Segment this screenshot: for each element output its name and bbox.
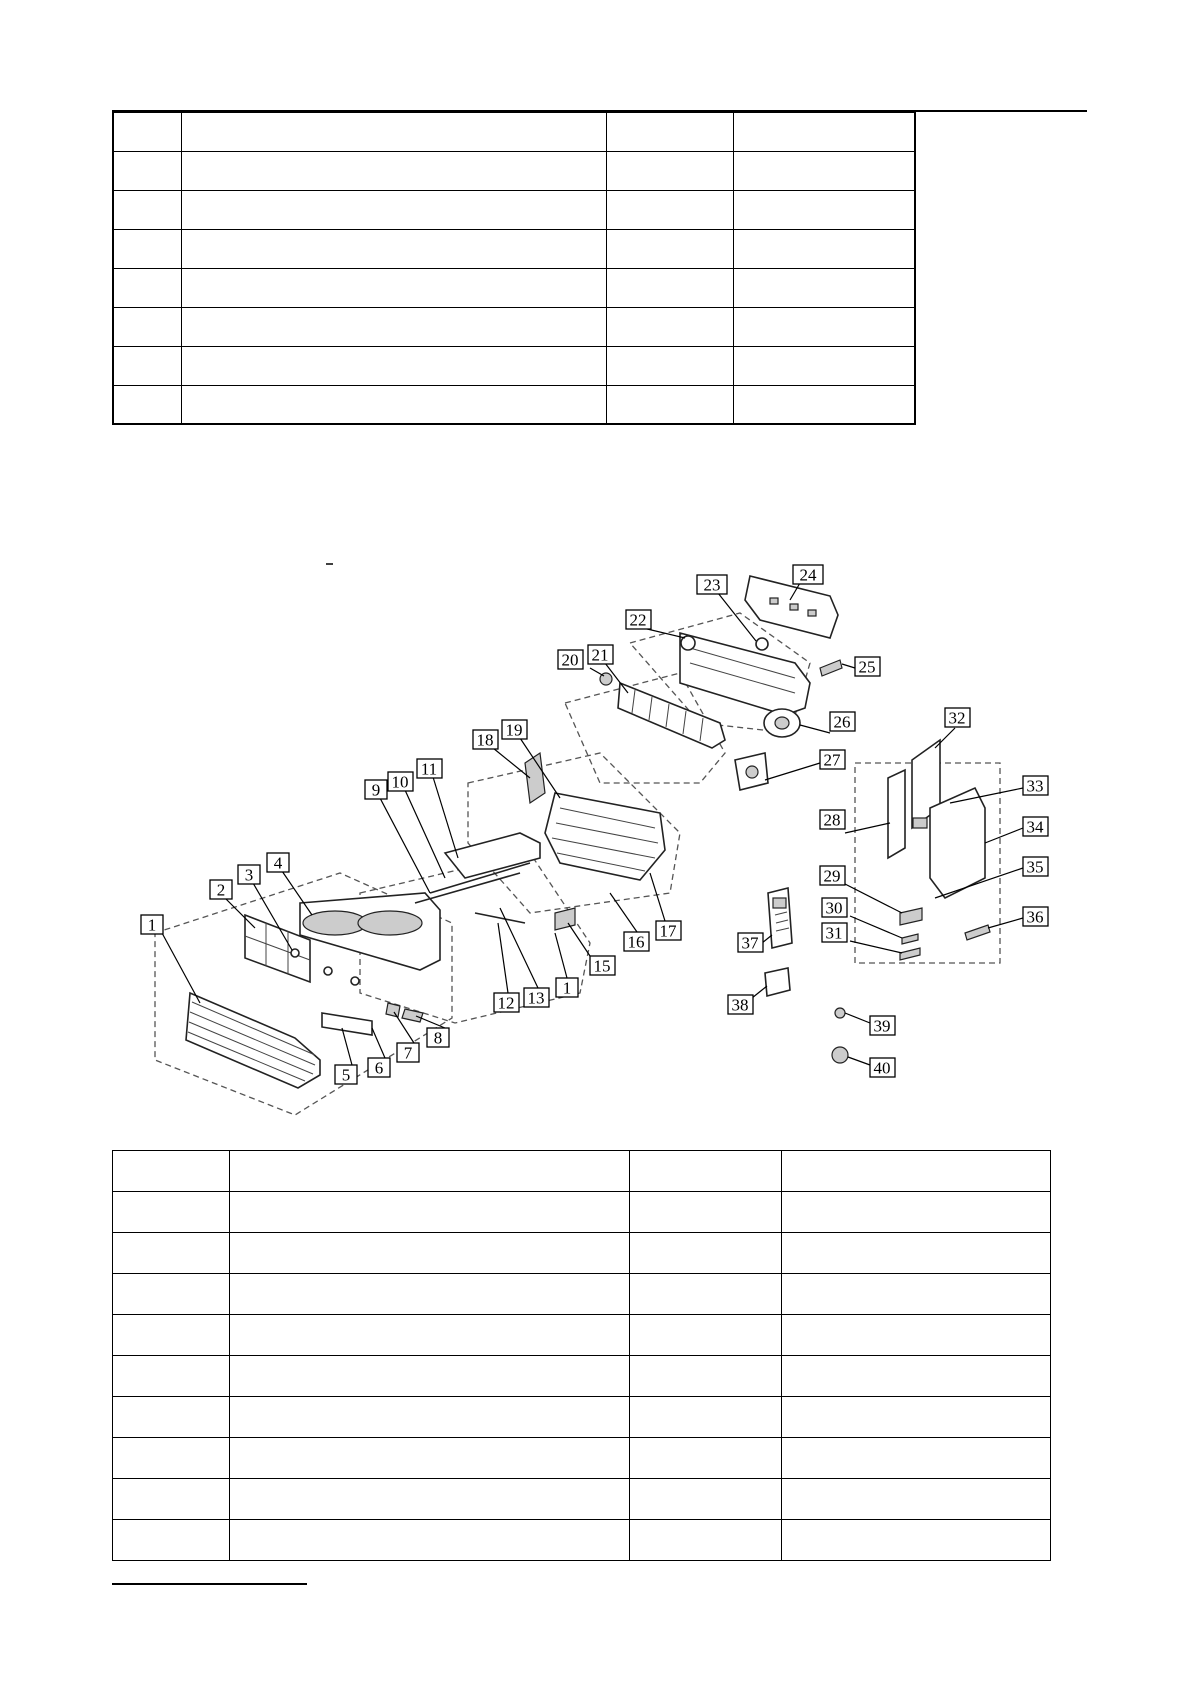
callout-label: 1 <box>562 978 572 998</box>
table-row <box>113 1315 1051 1356</box>
callout-label: 8 <box>433 1028 443 1048</box>
table-row <box>113 1192 1051 1233</box>
callout-25 <box>855 657 880 677</box>
callout-label: 21 <box>591 645 609 665</box>
exploded-view-diagram <box>0 540 1190 1140</box>
callout-label: 24 <box>799 565 817 585</box>
callout-label: 19 <box>505 720 523 740</box>
callout-13 <box>524 988 549 1008</box>
callout-39 <box>870 1016 895 1036</box>
callout-26 <box>830 712 855 732</box>
remote-holder-part <box>765 968 790 996</box>
callout-label: 33 <box>1026 776 1044 796</box>
callout-label: 15 <box>593 956 611 976</box>
callout-label: 16 <box>627 932 645 952</box>
callout-35 <box>1023 857 1048 877</box>
callout-22 <box>626 610 651 630</box>
callout-label: 40 <box>873 1058 891 1078</box>
callout-label: 39 <box>873 1016 891 1036</box>
callout-label: 9 <box>371 780 381 800</box>
table-row <box>113 151 915 190</box>
callout-label: 27 <box>823 750 841 770</box>
callout-label: 34 <box>1026 817 1044 837</box>
callout-label: 35 <box>1026 857 1044 877</box>
callout-label: 26 <box>833 712 851 732</box>
callout-20 <box>558 650 583 670</box>
callout-label: 30 <box>825 898 843 918</box>
table-row <box>113 1151 1051 1192</box>
callout-15 <box>590 956 615 976</box>
electric-box-part <box>930 788 985 898</box>
table-row <box>113 1438 1051 1479</box>
callout-37 <box>738 933 763 953</box>
remote-controller-part <box>768 888 792 948</box>
callout-label: 37 <box>741 933 759 953</box>
chassis-part <box>680 633 810 715</box>
callout-label: 5 <box>341 1065 351 1085</box>
callout-label: 4 <box>273 853 283 873</box>
callout-31 <box>822 923 847 943</box>
callout-19 <box>502 720 527 740</box>
evaporator-part <box>545 793 665 880</box>
table-row <box>113 229 915 268</box>
callout-label: 28 <box>823 810 841 830</box>
callout-label: 32 <box>948 708 966 728</box>
callout-27 <box>820 750 845 770</box>
callout-28 <box>820 810 845 830</box>
footnote-rule <box>112 1583 307 1585</box>
callout-40 <box>870 1058 895 1078</box>
table-row <box>113 1356 1051 1397</box>
callout-label: 31 <box>825 923 843 943</box>
callout-24 <box>793 565 823 585</box>
table-row <box>113 112 915 151</box>
control-board-part <box>745 576 838 638</box>
callout-21 <box>588 645 613 665</box>
table-row <box>113 1233 1051 1274</box>
cover-plate-part <box>888 770 905 858</box>
table-row <box>113 190 915 229</box>
callout-label: 22 <box>629 610 647 630</box>
callout-label: 36 <box>1026 907 1044 927</box>
table-row <box>113 1520 1051 1561</box>
table-row <box>113 1479 1051 1520</box>
callout-5 <box>335 1065 357 1085</box>
callout-8 <box>427 1028 449 1048</box>
front-frame-part <box>300 893 440 970</box>
callout-34 <box>1023 817 1048 837</box>
callout-14 <box>556 978 578 998</box>
callout-label: 13 <box>527 988 545 1008</box>
callout-9 <box>365 780 387 800</box>
callout-label: 18 <box>476 730 494 750</box>
callout-38 <box>728 995 753 1015</box>
callout-18 <box>473 730 498 750</box>
callout-label: 29 <box>823 866 841 886</box>
callout-36 <box>1023 907 1048 927</box>
callout-label: 12 <box>497 993 515 1013</box>
callout-3 <box>238 865 260 885</box>
callout-4 <box>267 853 289 873</box>
callout-label: 11 <box>420 759 438 779</box>
fan-motor-part <box>735 709 800 790</box>
bottom-parts-table <box>112 1150 1051 1561</box>
callout-label: 23 <box>703 575 721 595</box>
callout-6 <box>368 1058 390 1078</box>
table-row <box>113 307 915 346</box>
table-row <box>113 1274 1051 1315</box>
callout-11 <box>417 759 442 779</box>
display-panel-part <box>322 1013 372 1035</box>
callout-1 <box>141 915 163 935</box>
callout-label: 38 <box>731 995 749 1015</box>
callout-2 <box>210 880 232 900</box>
callout-label: 20 <box>561 650 579 670</box>
callout-10 <box>388 772 413 792</box>
table-row <box>113 385 915 424</box>
callout-32 <box>945 708 970 728</box>
callout-23 <box>697 575 727 595</box>
table-row <box>113 1397 1051 1438</box>
front-panel-part <box>186 993 320 1088</box>
callout-29 <box>820 866 845 886</box>
callout-label: 10 <box>391 772 409 792</box>
callout-12 <box>494 993 519 1013</box>
callout-label: 3 <box>244 865 254 885</box>
callout-7 <box>397 1043 419 1063</box>
callout-17 <box>656 921 681 941</box>
callout-label: 25 <box>858 657 876 677</box>
table-row <box>113 346 915 385</box>
top-parts-table <box>112 111 916 425</box>
callout-label: 7 <box>403 1043 413 1063</box>
callout-label: 2 <box>216 880 226 900</box>
callout-16 <box>624 932 649 952</box>
drain-pan-part <box>445 833 540 878</box>
callout-label: 17 <box>659 921 677 941</box>
callout-30 <box>822 898 847 918</box>
table-row <box>113 268 915 307</box>
callout-label: 1 <box>147 915 157 935</box>
callout-label: 6 <box>374 1058 384 1078</box>
crossflow-fan-part <box>618 683 725 748</box>
callout-33 <box>1023 776 1048 796</box>
